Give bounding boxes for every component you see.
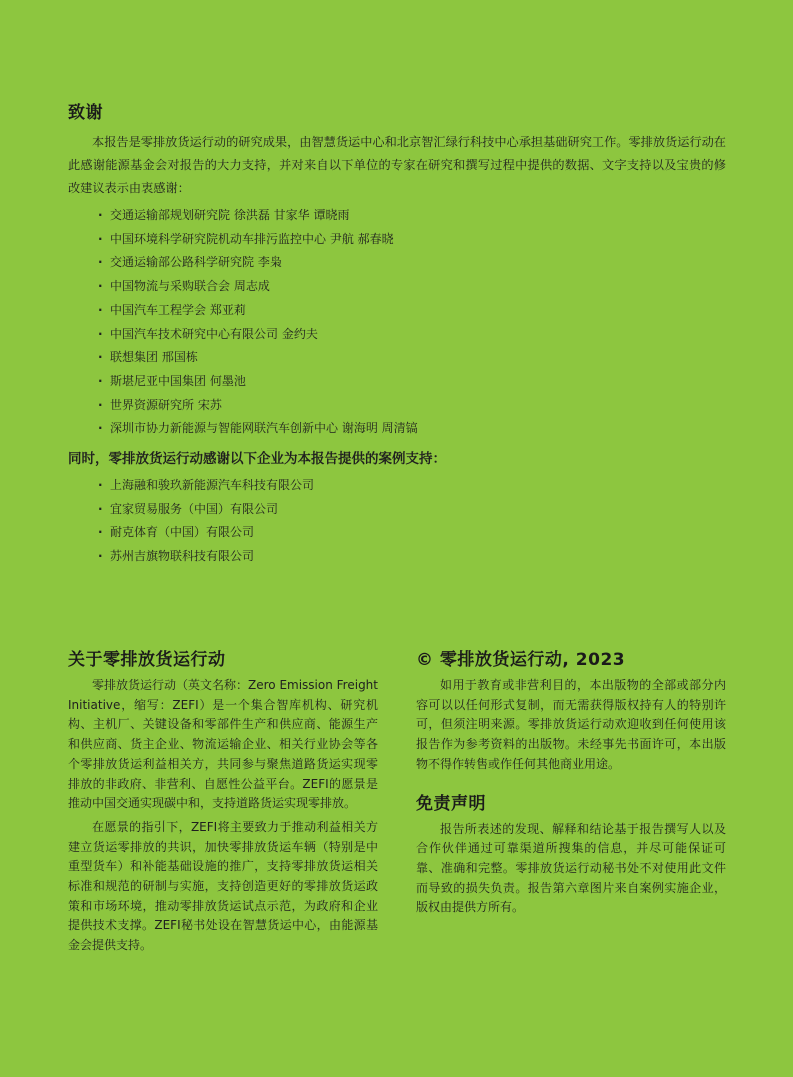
about-section <box>68 645 378 956</box>
expert-item: · 深圳市协力新能源与智能网联汽车创新中心 谢海明 周清镐 <box>98 417 726 441</box>
expert-item: · 中国物流与采购联合会 周志成 <box>98 275 726 299</box>
expert-item: · 世界资源研究所 宋苏 <box>98 394 726 418</box>
about-title: 关于零排放货运行动 <box>68 650 226 670</box>
about-paragraph: 零排放货运行动（英文名称：Zero Emission Freight Initiative，缩写：ZEFI）是一个集合智库机构、研究机构、主机厂、关键设备和零部件生产和供应商、能源生产和供应商、货主企业、物流运输企业、相关行业协会等各个零排放货运利益相关方，共同参与聚焦道路货运实现零排放的非政府、非营利、自愿性公益平台。ZEFI的愿景是推动中国交通实现碳中和，支持道路货运实现零排放。 <box>68 678 378 811</box>
about-paragraph: 在愿景的指引下，ZEFI将主要致力于推动利益相关方建立货运零排放的共识，加快零排放货运车辆（特别是中重型货车）和补能基础设施的推广，支持零排放货运相关标准和规范的研制与实施，支持创造更好的零排放货运政策和市场环境，推动零排放货运试点示范，为政府和企业提供技术支撑。ZEFI秘书处设在智慧货运中心，由能源基金会提供支持。 <box>68 819 378 953</box>
acknowledgements-section <box>68 98 726 569</box>
acknowledgements-title: 致谢 <box>68 103 103 123</box>
expert-item: · 斯堪尼亚中国集团 何墨池 <box>98 370 726 394</box>
expert-item: · 联想集团 邢国栋 <box>98 346 726 370</box>
expert-item: · 中国环境科学研究院机动车排污监控中心 尹航 郝春晓 <box>98 228 726 252</box>
expert-item: · 交通运输部规划研究院 徐洪磊 甘家华 谭晓雨 <box>98 204 726 228</box>
disclaimer-title: 免责声明 <box>416 793 486 814</box>
copyright-text: 如用于教育或非营利目的，本出版物的全部或部分内容可以以任何形式复制，而无需获得版权持有人的特别许可，但须注明来源。零排放货运行动欢迎收到任何使用该报告作为参考资料的出版物。未经事先书面许可，本出版物不得作转售或作任何其他商业用途。 <box>416 678 726 771</box>
company-item: · 苏州吉旗物联科技有限公司 <box>98 545 726 569</box>
expert-item: · 中国汽车技术研究中心有限公司 金约夫 <box>98 323 726 347</box>
acknowledgements-intro: 本报告是零排放货运行动的研究成果，由智慧货运中心和北京智汇绿行科技中心承担基础研究工作。零排放货运行动在此感谢能源基金会对报告的大力支持，并对来自以下单位的专家在研究和撰写过程中提供的数据、文字支持以及宝贵的修改建议表示由衷感谢： <box>68 135 726 195</box>
company-item: · 上海融和骏玖新能源汽车科技有限公司 <box>98 474 726 498</box>
rights-section <box>416 645 726 918</box>
copyright-title: © 零排放货运行动, 2023 <box>416 650 626 670</box>
expert-item: · 交通运输部公路科学研究院 李枭 <box>98 251 726 275</box>
company-item: · 耐克体育（中国）有限公司 <box>98 521 726 545</box>
company-list <box>68 474 726 569</box>
disclaimer-text: 报告所表述的发现、解释和结论基于报告撰写人以及合作伙伴通过可靠渠道所搜集的信息，并尽可能保证可靠、准确和完整。零排放货运行动秘书处不对使用此文件而导致的损失负责。报告第六章图片来自案例实施企业，版权由提供方所有。 <box>416 821 726 915</box>
company-item: · 宜家贸易服务（中国）有限公司 <box>98 498 726 522</box>
expert-item: · 中国汽车工程学会 郑亚莉 <box>98 299 726 323</box>
expert-list <box>68 204 726 441</box>
case-support-heading: 同时，零排放货运行动感谢以下企业为本报告提供的案例支持： <box>68 451 446 468</box>
